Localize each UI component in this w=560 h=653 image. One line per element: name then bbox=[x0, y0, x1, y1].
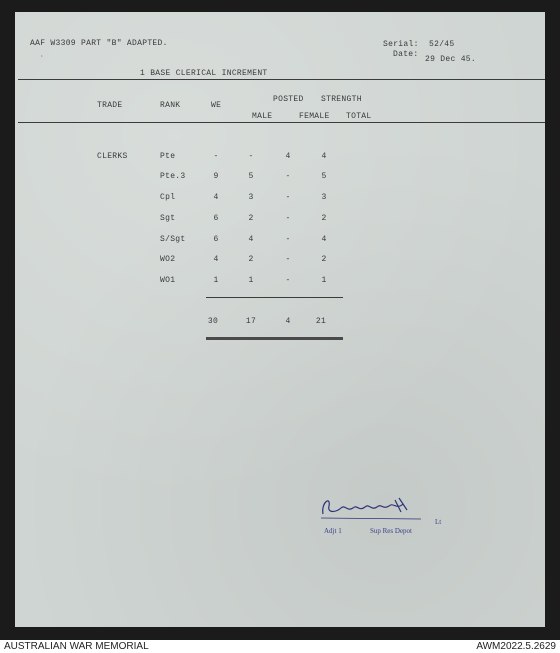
row-we: - bbox=[213, 152, 219, 161]
serial-label: Serial: bbox=[383, 40, 419, 49]
date-value: 29 Dec 45. bbox=[425, 55, 477, 64]
total-total: 21 bbox=[315, 317, 327, 326]
trade-name: CLERKS bbox=[97, 152, 128, 161]
row-male: 2 bbox=[248, 214, 254, 223]
subtotal-rule bbox=[206, 297, 343, 298]
row-total: 5 bbox=[321, 172, 327, 181]
handwritten-signature bbox=[317, 492, 427, 522]
accession-number: AWM2022.5.2629 bbox=[476, 641, 556, 652]
title-rule bbox=[18, 79, 545, 80]
row-male: 4 bbox=[248, 235, 254, 244]
col-strength: STRENGTH bbox=[321, 95, 362, 104]
row-total: 1 bbox=[321, 276, 327, 285]
row-male: 1 bbox=[248, 276, 254, 285]
row-rank: Cpl bbox=[160, 193, 176, 202]
row-male: 5 bbox=[248, 172, 254, 181]
col-male: MALE bbox=[252, 112, 273, 121]
row-total: 2 bbox=[321, 214, 327, 223]
row-we: 4 bbox=[213, 193, 219, 202]
row-total: 4 bbox=[321, 152, 327, 161]
row-female: - bbox=[285, 172, 291, 181]
row-rank: WO2 bbox=[160, 255, 176, 264]
adjt-label: Adjt 1 bbox=[324, 527, 342, 535]
row-total: 2 bbox=[321, 255, 327, 264]
total-double-rule bbox=[206, 337, 343, 340]
row-female: - bbox=[285, 276, 291, 285]
col-posted: POSTED bbox=[273, 95, 304, 104]
unit-title: 1 BASE CLERICAL INCREMENT bbox=[140, 69, 268, 78]
row-male: 3 bbox=[248, 193, 254, 202]
row-male: 2 bbox=[248, 255, 254, 264]
depot-label: Sup Res Depot bbox=[370, 527, 412, 535]
total-we: 30 bbox=[207, 317, 219, 326]
date-label: Date: bbox=[393, 50, 419, 59]
row-we: 4 bbox=[213, 255, 219, 264]
archive-name: AUSTRALIAN WAR MEMORIAL bbox=[4, 641, 149, 652]
col-rank: RANK bbox=[160, 101, 181, 110]
header-rule bbox=[18, 122, 545, 123]
form-reference: AAF W3309 PART "B" ADAPTED. bbox=[30, 39, 168, 48]
col-total: TOTAL bbox=[346, 112, 372, 121]
row-rank: Pte.3 bbox=[160, 172, 186, 181]
row-rank: WO1 bbox=[160, 276, 176, 285]
document-sheet bbox=[15, 12, 545, 627]
total-male: 17 bbox=[245, 317, 257, 326]
row-we: 6 bbox=[213, 214, 219, 223]
row-male: - bbox=[248, 152, 254, 161]
col-we: WE bbox=[211, 101, 222, 110]
row-total: 3 bbox=[321, 193, 327, 202]
row-total: 4 bbox=[321, 235, 327, 244]
row-we: 6 bbox=[213, 235, 219, 244]
serial-value: 52/45 bbox=[429, 40, 455, 49]
signature-rank: Lt bbox=[435, 518, 442, 526]
col-female: FEMALE bbox=[299, 112, 330, 121]
row-rank: S/Sgt bbox=[160, 235, 186, 244]
row-we: 9 bbox=[213, 172, 219, 181]
row-we: 1 bbox=[213, 276, 219, 285]
row-rank: Sgt bbox=[160, 214, 176, 223]
row-female: - bbox=[285, 214, 291, 223]
row-female: - bbox=[285, 255, 291, 264]
col-trade: TRADE bbox=[97, 101, 123, 110]
total-female: 4 bbox=[285, 317, 291, 326]
dot-mark: · bbox=[40, 53, 44, 60]
row-female: 4 bbox=[285, 152, 291, 161]
row-female: - bbox=[285, 193, 291, 202]
row-female: - bbox=[285, 235, 291, 244]
archive-footer bbox=[0, 640, 560, 653]
row-rank: Pte bbox=[160, 152, 176, 161]
